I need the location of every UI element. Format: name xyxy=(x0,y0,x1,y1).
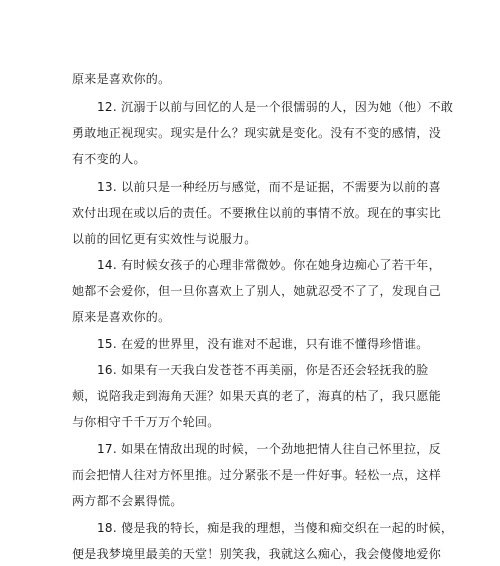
text-line: 她都不会爱你，但一旦你喜欢上了别人，她就忍受不了了，发现自己 xyxy=(72,284,442,298)
text-line: 勇敢地正视现实。现实是什么？现实就是变化。没有不变的感情，没 xyxy=(72,126,442,140)
text-line: 13. 以前只是一种经历与感觉，而不是证据，不需要为以前的喜 xyxy=(97,180,441,194)
text-line: 颊，说陪我走到海角天涯？如果天真的老了，海真的枯了，我只愿能 xyxy=(72,389,442,403)
text-line: 原来是喜欢你的。 xyxy=(72,310,171,324)
text-line: 而会把情人往对方怀里推。过分紧张不是一件好事。轻松一点，这样 xyxy=(72,468,442,482)
text-line: 15. 在爱的世界里，没有谁对不起谁，只有谁不懂得珍惜谁。 xyxy=(97,337,429,351)
text-line: 与你相守千千万万个轮回。 xyxy=(72,415,220,429)
text-line: 14. 有时候女孩子的心理非常微妙。你在她身边痴心了若干年， xyxy=(97,258,441,272)
text-line: 欢付出现在或以后的责任。不要揪住以前的事情不放。现在的事实比 xyxy=(72,206,442,220)
text-line: 便是我梦境里最美的天堂！别笑我，我就这么痴心，我会傻傻地爱你 xyxy=(72,547,442,561)
text-line: 16. 如果有一天我白发苍苍不再美丽，你是否还会轻抚我的脸 xyxy=(97,363,429,377)
text-line: 有不变的人。 xyxy=(72,152,146,166)
text-line: 原来是喜欢你的。 xyxy=(72,72,171,86)
text-line: 12. 沉溺于以前与回忆的人是一个很懦弱的人，因为她（他）不敢 xyxy=(97,100,454,114)
text-line: 17. 如果在情敌出现的时候，一个劲地把情人往自己怀里拉，反 xyxy=(97,442,441,456)
text-line: 以前的回忆更有实效性与说服力。 xyxy=(72,232,257,246)
text-line: 两方都不会累得慌。 xyxy=(72,494,183,508)
text-line: 18. 傻是我的特长，痴是我的理想，当傻和痴交织在一起的时候， xyxy=(97,521,454,535)
